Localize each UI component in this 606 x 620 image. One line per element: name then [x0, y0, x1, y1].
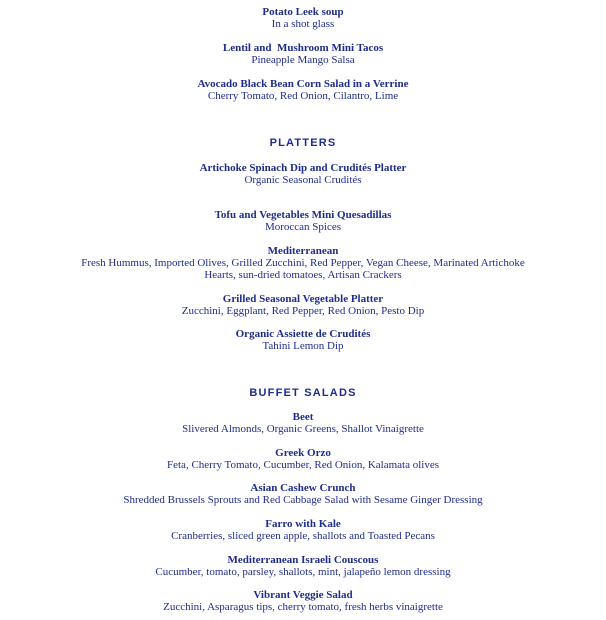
- menu-item-name: Potato Leek soup: [262, 6, 344, 18]
- menu-item-name: Beet: [292, 411, 314, 423]
- menu-item: [0, 293, 606, 317]
- menu-item: [0, 518, 606, 542]
- menu-item-name: Farro with Kale: [265, 518, 341, 530]
- menu-item: [0, 162, 606, 186]
- menu-item-description: Cherry Tomato, Red Onion, Cilantro, Lime: [207, 90, 399, 102]
- menu-item-description: Fresh Hummus, Imported Olives, Grilled Zucchini, Red Pepper, Vegan Cheese, Marinated Artichoke Hearts, sun-dried tomatoes, Artisan Crackers: [81, 257, 525, 281]
- menu-item-name: Greek Orzo: [275, 447, 331, 459]
- menu-item-description: In a shot glass: [271, 18, 335, 30]
- menu-item-description: Cranberries, sliced green apple, shallots and Toasted Pecans: [171, 530, 435, 542]
- menu-item-description: Pineapple Mango Salsa: [251, 54, 355, 66]
- menu-item: [0, 42, 606, 66]
- menu-item: [0, 482, 606, 506]
- menu-item: [0, 209, 606, 233]
- menu-item-description: Shredded Brussels Sprouts and Red Cabbage Salad with Sesame Ginger Dressing: [123, 494, 483, 506]
- menu-item: [0, 328, 606, 352]
- menu-item-name: Asian Cashew Crunch: [250, 482, 356, 494]
- menu-item-description: Slivered Almonds, Organic Greens, Shallot Vinaigrette: [182, 423, 424, 435]
- menu-item-name: Organic Assiette de Crudités: [235, 328, 371, 340]
- menu-item: [0, 554, 606, 578]
- menu-item-description: Zucchini, Eggplant, Red Pepper, Red Onion, Pesto Dip: [181, 305, 425, 317]
- menu-item-name: Avocado Black Bean Corn Salad in a Verrine: [197, 78, 409, 90]
- section-heading-buffet-salads: BUFFET SALADS: [249, 387, 357, 399]
- menu-item: [0, 78, 606, 102]
- menu-item-description: Tahini Lemon Dip: [262, 340, 344, 352]
- menu-item-description: Moroccan Spices: [264, 221, 342, 233]
- menu-item-name: Tofu and Vegetables Mini Quesadillas: [214, 209, 392, 221]
- menu-item: [0, 589, 606, 613]
- menu-item: [0, 411, 606, 435]
- section-heading-platters: PLATTERS: [269, 137, 337, 149]
- menu-item-name: Grilled Seasonal Vegetable Platter: [222, 293, 384, 305]
- menu-item-name: Vibrant Veggie Salad: [253, 589, 353, 601]
- menu-item-name: Mediterranean: [267, 245, 339, 257]
- menu-item: [0, 447, 606, 471]
- menu-item: [0, 245, 606, 281]
- menu-item: [0, 6, 606, 30]
- menu-item-name: Artichoke Spinach Dip and Crudités Platter: [199, 162, 407, 174]
- menu-item-description: Organic Seasonal Crudités: [244, 174, 362, 186]
- menu-item-description: Cucumber, tomato, parsley, shallots, mint, jalapeño lemon dressing: [155, 566, 451, 578]
- menu-item-description: Zucchini, Asparagus tips, cherry tomato, fresh herbs vinaigrette: [163, 601, 443, 613]
- menu-item-name: Mediterranean Israeli Couscous: [227, 554, 379, 566]
- menu-item-description: Feta, Cherry Tomato, Cucumber, Red Onion, Kalamata olives: [167, 459, 439, 471]
- menu-item-name: Lentil and Mushroom Mini Tacos: [222, 42, 384, 54]
